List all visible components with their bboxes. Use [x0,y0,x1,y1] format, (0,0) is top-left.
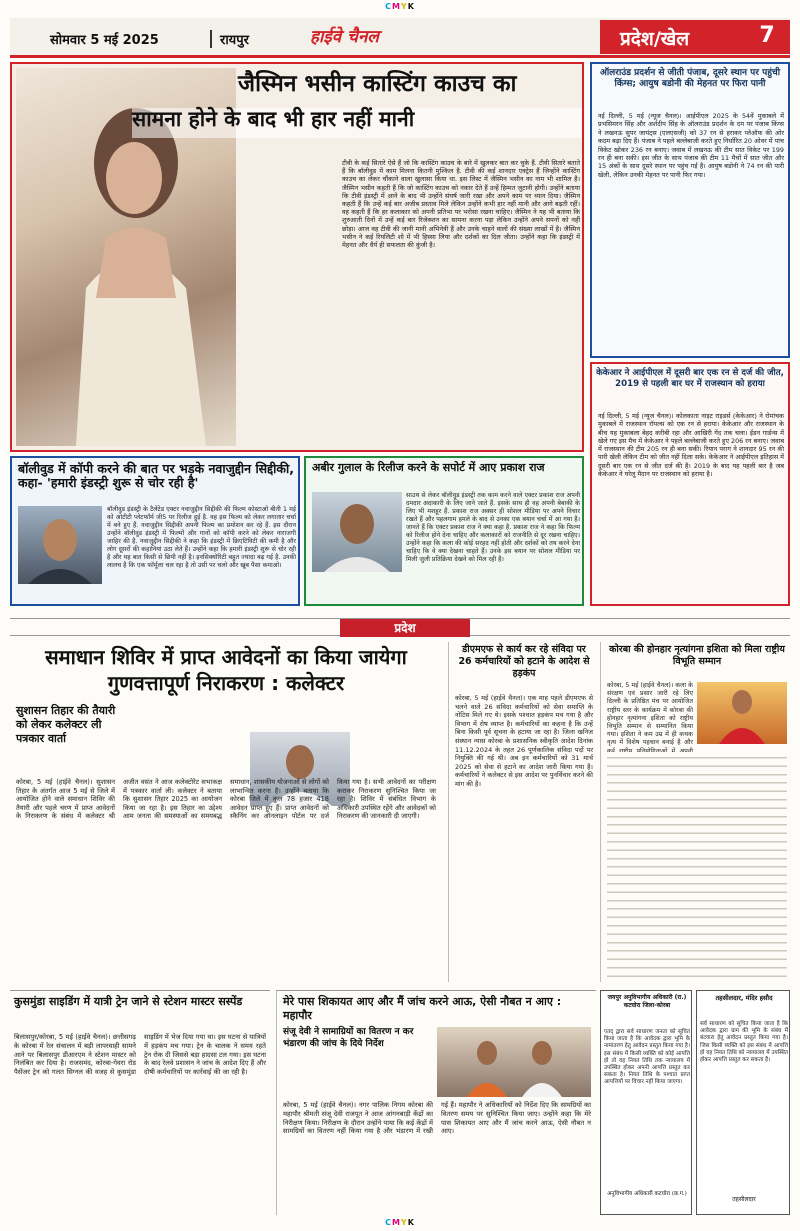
mahapaur-body: कोरबा, 5 मई (हाईवे चैनल)। नगर पालिक निगम कोरबा की महापौर श्रीमती संजू देवी राजपूत ने आज आंगनबाड़ी केंद्रों का निरीक्षण किया। निरीक्षण के दौरान उन्होंने पाया कि कई केंद्रों में सामग्रियों का वितरण नहीं किया गया है और भंडारण में रखी गई हैं। महापौर ने अधिकारियों को निर्देश दिए कि सामग्रियों का वितरण समय पर सुनिश्चित किया जाए। उन्होंने कहा कि मेरे पास शिकायत आए और मैं जांच करने आऊ, ऐसी नौबत न आए। [283,1101,591,1136]
prakash-photo [312,492,402,572]
notice2-title: तहसीलदार, मंदिर हसौद [715,994,773,1002]
city-name: रायपुर [210,30,290,48]
prakash-face-icon [312,492,402,572]
notice1-signature: अनुविभागीय अधिकारी कटघोरा (छ.ग.) [607,1191,687,1197]
legal-notice-2 [696,990,790,1215]
story-samadhan [10,642,442,982]
ishita-body: कोरबा, 5 मई (हाईवे चैनल)। कला के संरक्षण एवं प्रसार जारी रहे लिए दिल्ली के प्रतिष्ठित मंच पर आयोजित राष्ट्रीय स्तर के कार्यक्रम में कोरबा की होनहार नृत्यांगना इशिता को राष्ट्रीय विभूति सम्मान से सम्मानित किया गया। इशिता ने कम उम्र में ही कथक नृत्य में विशेष पहचान बनाई है और [607,682,693,747]
story-kusmunda [10,990,270,1215]
cricket-body: नई दिल्ली, 5 मई (न्यूज चैनल)। आईपीएल 2025 के 54वें मुकाबले में प्रभसिमरन सिंह और अर्शदीप सिंह के ऑलराउंड प्रदर्शन के दम पर पंजाब किंग्स ने लखनऊ सुपर जायंट्स (एलएसजी) को 37 रन से हराकर प्लेऑफ की ओर कदम बढ़ा दिए हैं। पंजाब ने पहले बल्लेबाजी करते हुए निर्धारित 20 ओवर में पांच विकेट खोकर 236 रन बनाए। जवाब में लखनऊ की टीम सात विकेट पर 199 रन ही बना सकी। इस जीत के साथ पंजाब की टीम 11 मैचों में सात जीत और 15 अंकों के साथ दूसरे स्थान पर पहुंच गई है। आयुष बडोनी ने 74 रन की पारी खेली, लेकिन उनकी मेहनत पर पानी फिर गया। [598,112,784,179]
lead-body: टीवी के कई सितारे ऐसे हैं जो कि कास्टिंग काउच के बारे में खुलकर बात कर चुके हैं. टीवी सितारे बताते हैं कि बॉलीवुड में काम मिलना कितनी मुश्किल है. टीवी की कई शानदार एक्ट्रेस हैं जिन्होंने कास्टिंग काउच का लेकर चौंकाने वाला खुलासा किया था. इस लिस्ट में जैस्मिन भसीन का नाम भी शामिल है। जैस्मिन भसीन कहती हैं कि जो कास्टिंग काउच को नकार देते हैं उन्हें हिम्मत जुटानी होगी। उन्होंने बताया कि टीवी इंडस्ट्री में आने के बाद भी उन्होंने संघर्ष जारी रखा और अपने काम पर ध्यान दिया। जैस्मिन कहती हैं कि उन्हें कई बार अजीब प्रस्ताव मिले लेकिन उन्होंने कभी हार नहीं मानी और आगे बढ़ती रहीं। वह कहती हैं कि हर कलाकार को अपनी प्रतिभा पर भरोसा रखना चाहिए। जैस्मिन ने यह भी बताया कि शुरुआती दिनों में उन्हें कई बार रिजेक्शन का सामना करना पड़ा लेकिन उन्होंने अपने सपनों को नहीं छोड़ा। आज वह टीवी की जानी मानी अभिनेत्री हैं और उनके चाहने वालों की संख्या लाखों में है। जैस्मिन भसीन ने कई रियलिटी शो में भी हिस्सा लिया और दर्शकों का दिल जीता। उन्होंने कहा कि इंडस्ट्री में मेहनत और धैर्य ही सफलता की कुंजी है। [342,159,580,250]
dmf-headline: डीएमएफ से कार्य कर रहे संविदा पर 26 कर्मचारियों को हटाने के आदेश से हड़कंप [458,644,590,679]
ishita-body-cont [607,752,787,978]
nawazuddin-photo [18,506,102,584]
section-tab [600,20,790,54]
story-prakash-raj [304,456,584,606]
inspection-icon [437,1027,591,1097]
page-number: 7 [759,23,775,48]
legal-notice-1 [600,990,692,1215]
registration-mark-bottom: CMYK [385,1218,415,1227]
sidebar-cricket [590,62,790,358]
mahapaur-photo [437,1027,591,1097]
prakash-body: साउथ से लेकर बॉलीवुड इंडस्ट्री तक काम करने वाले एक्टर प्रकाश राज अपनी दमदार अदाकारी के लिए जाने जाते हैं. इसके साथ ही वह अपनी बेबाकी के लिए भी मशहूर हैं. प्रकाश राज अक्सर ही सोशल मीडिया पर अपने विचार रखते हैं और पहलगाम हमले के बाद से उनका एक बयान चर्चा में आ गया है। जानते हैं कि एक्टर प्रकाश राज ने क्या कहा है. प्रकाश राज ने कहा कि फिल्म को रिलीज होने देना चाहिए और कलाकारों को राजनीति से दूर रखना चाहिए। उन्होंने कहा कि कला की कोई सरहद नहीं होती और दर्शकों को तय करने देना चाहिए कि वे क्या देखना चाहते हैं। उनके इस बयान पर सोशल मीडिया पर मिली जुली प्रतिक्रिया देखने को मिल रही है। [406,492,580,563]
newspaper-logo: हाईवे चैनल [310,27,379,47]
cricket-headline: ऑलराउंड प्रदर्शन से जीती पंजाब, दूसरे स्थान पर पहुंची किंग्स; आयुष बडोनी की मेहनत पर फिरा पानी [599,68,781,89]
registration-mark-top: CMYK [385,2,415,11]
ishita-photo [697,682,787,744]
notice1-body: एतद् द्वारा सर्व साधारण जनता को सूचित किया जाता है कि आवेदक द्वारा भूमि के नामांतरण हेतु आवेदन प्रस्तुत किया गया है। इस संबंध में किसी व्यक्ति को कोई आपत्ति हो तो वह नियत तिथि तक न्यायालय में उपस्थित होकर अपनी आपत्ति प्रस्तुत कर सकता है। नियत तिथि के पश्चात प्राप्त आपत्तियों पर विचार नहीं किया जाएगा। [604,1029,690,1086]
masthead [10,18,790,58]
kkr-headline: केकेआर ने आईपीएल में दूसरी बार एक रन से दर्ज की जीत, 2019 से पहली बार घर में राजस्थान को हराया [596,368,784,389]
story-mahapaur [276,990,596,1215]
sidebar-kkr [590,362,790,606]
kusmunda-body: बिलासपुर/कोरबा, 5 मई (हाईवे चैनल)। छत्तीसगढ़ के कोरबा में रेल संचालन में बड़ी लापरवाही सामने आने पर बिलासपुर डीआरएम ने स्टेशन मास्टर को निलंबित कर दिया है। राजसमंद, कोरबा-गेवरा रोड पैसेंजर ट्रेन को गलत सिग्नल की वजह से कुसमुंडा साइडिंग में भेज दिया गया था। इस घटना से यात्रियों में हड़कंप मच गया। ट्रेन के चालक ने समय रहते ट्रेन रोक दी जिससे बड़ा हादसा टल गया। इस घटना के बाद रेलवे प्रशासन ने जांच के आदेश दिए हैं और दोषी कर्मचारियों पर कार्रवाई की जा रही है। [14,1033,266,1077]
mahapaur-subhead: संजू देवी ने सामाग्रियों का वितरण न कर भंडारण की जांच के दिये निर्देश [283,1027,414,1049]
lead-headline-1: जैस्मिन भसीन कास्टिंग काउच का [238,71,517,97]
dancer-icon [697,682,787,744]
samadhan-headline: समाधान शिविर में प्राप्त आवेदनों का किया जायेगा गुणवत्तापूर्ण निराकरण : कलेक्टर [45,645,407,695]
notice2-body: सर्व साधारण को सूचित किया जाता है कि आवेदक द्वारा ग्राम की भूमि के संबंध में बंटवारा हेतु आवेदन प्रस्तुत किया गया है। जिस किसी व्यक्ति को इस संबंध में आपत्ति हो वह नियत तिथि को न्यायालय में उपस्थित होकर आपत्ति प्रस्तुत कर सकता है। [700,1021,788,1064]
notice2-signature: तहसीलदार [732,1196,756,1203]
samadhan-subhead: सुशासन तिहार की तैयारी को लेकर कलेक्टर ली पत्रकार वार्ता [16,704,116,745]
section-banner-strip [10,618,790,636]
story-nawazuddin [10,456,300,606]
nawazuddin-body: बॉलीवुड इंडस्ट्री के टैलेंटेड एक्टर नवाजुद्दीन सिद्दीकी की फिल्म कोस्टाओ बीती 1 मई को ओटीटी प्लेटफॉर्म जी5 पर रिलीज हुई है. वह इस फिल्म को लेकर लगातार चर्चा में बने हुए हैं. नवाजुद्दीन सिद्दीकी अपनी फिल्म का प्रमोशन कर रहे हैं. इस दौरान उन्होंने बॉलीवुड इंडस्ट्री में फिल्मों और गानों को कॉपी करने को लेकर नाराजगी जाहिर की है. नवाजुद्दीन सिद्दीकी ने कहा कि इंडस्ट्री में क्रिएटिविटी की कमी है और लोग दूसरों की कहानियां उठा लेते हैं। उन्होंने कहा कि हमारी इंडस्ट्री शुरू से चोर रही है और यह बात किसी से छिपी नहीं है। इनसिक्योरिटी बहुत ज्यादा बढ़ गई है. उनकी लालच है कि एक फॉर्मूला चल रहा है तो उसी पर चलो और खूब पैसा कमाओ। [107,506,296,569]
kusmunda-headline: कुसमुंडा साइडिंग में यात्री ट्रेन जाने से स्टेशन मास्टर सस्पेंड [14,995,243,1008]
date-line: सोमवार 5 मई 2025 [50,33,159,48]
ishita-headline: कोरबा की होनहार नृत्यांगना इशिता को मिला राष्ट्रीय विभूति सम्मान [609,644,785,667]
kkr-body: नई दिल्ली, 5 मई (न्यूज चैनल)। कोलकाता नाइट राइडर्स (केकेआर) ने रोमांचक मुकाबले में राजस्थान रॉयल्स को एक रन से हराया। केकेआर और राजस्थान के बीच यह मुकाबला बेहद करीबी रहा और आखिरी गेंद तक चला। ईडन गार्डन्स में खेले गए इस मैच में केकेआर ने पहले बल्लेबाजी करते हुए 206 रन बनाए। जवाब में राजस्थान की टीम 205 रन ही बना सकी। रियान पराग ने शानदार 95 रन की पारी खेली लेकिन टीम को जीत नहीं दिला सके। केकेआर ने आईपीएल इतिहास में दूसरी बार एक रन से जीत दर्ज की है। 2019 के बाद यह पहली बार है जब केकेआर ने घरेलू मैदान पर राजस्थान को हराया है। [598,412,784,479]
section-banner: प्रदेश [340,619,470,637]
mahapaur-headline: मेरे पास शिकायत आए और मैं जांच करने आऊ, ऐसी नौबत न आए : महापौर [283,995,562,1022]
lead-story [10,62,584,452]
samadhan-body: कोरबा, 5 मई (हाईवे चैनल)। सुशासन तिहार के अंतर्गत आज 5 मई से जिले में आयोजित होने वाले समाधान शिविर की तैयारी और पहले चरण में प्राप्त आवेदनों के निराकरण के संबंध में कलेक्टर श्री अजीत वसंत ने आज कलेक्टोरेट सभाकक्ष में पत्रकार वार्ता ली। कलेक्टर ने बताया कि सुशासन तिहार 2025 का आयोजन किया जा रहा है। इस तिहार का उद्देश्य आम जनता की समस्याओं का समयबद्ध समाधान, शासकीय योजनाओं से लोगों को लाभान्वित करना है। उन्होंने बताया कि कोरबा जिले में कुल 78 हजार 418 आवेदन प्राप्त हुए हैं। प्राप्त आवेदनों को स्कैनिंग कर ऑनलाइन पोर्टल पर दर्ज किया गया है। सभी आवेदनों का परीक्षण कराकर निराकरण सुनिश्चित किया जा रहा है। शिविर में संबंधित विभाग के अधिकारी उपस्थित रहेंगे और आवेदकों को निराकरण की जानकारी दी जाएगी। [16,778,436,821]
notice1-title: जयपुर अनुविभागीय अधिकारी (रा.) कटघोरा जिला-कोरबा [607,994,687,1009]
story-ishita [600,642,790,982]
nawazuddin-face-icon [18,506,102,584]
prakash-headline: अबीर गुलाल के रिलीज करने के सपोर्ट में आए प्रकाश राज [312,461,545,474]
story-dmf [448,642,596,982]
lead-headline-2: सामना होने के बाद भी हार नहीं मानी [132,108,582,138]
dmf-body: कोरबा, 5 मई (हाईवे चैनल)। एक माह पहले डीएमएफ से चलने वाले 26 संविदा कर्मचारियों को सेवा समाप्ति के नोटिस मिले गए थे। इसके पश्चात हड़कंप मच गया है और विभाग में रोष व्याप्त है। कर्मचारियों का कहना है कि उन्हें बिना किसी पूर्व सूचना के हटाया जा रहा है। जिला खनिज संस्थान न्यास कोरबा के प्रशासनिक स्वीकृति आदेश दिनांक 11.12.2024 के तहत 26 पूर्णकालिक संविदा पदों पर नियुक्ति की गई थी। अब इन कर्मचारियों को 31 मार्च 2025 को सेवा से हटाने का आदेश जारी किया गया है। कर्मचारियों ने कलेक्टर से इस आदेश पर पुनर्विचार करने की मांग की है। [455,694,593,788]
nawazuddin-headline: बॉलीवुड में कॉपी करने की बात पर भड़के नवाजुद्दीन सिद्दीकी, कहा- 'हमारी इंडस्ट्री शुरू से चोर रही है' [18,461,295,490]
section-title: प्रदेश/खेल [620,28,690,50]
